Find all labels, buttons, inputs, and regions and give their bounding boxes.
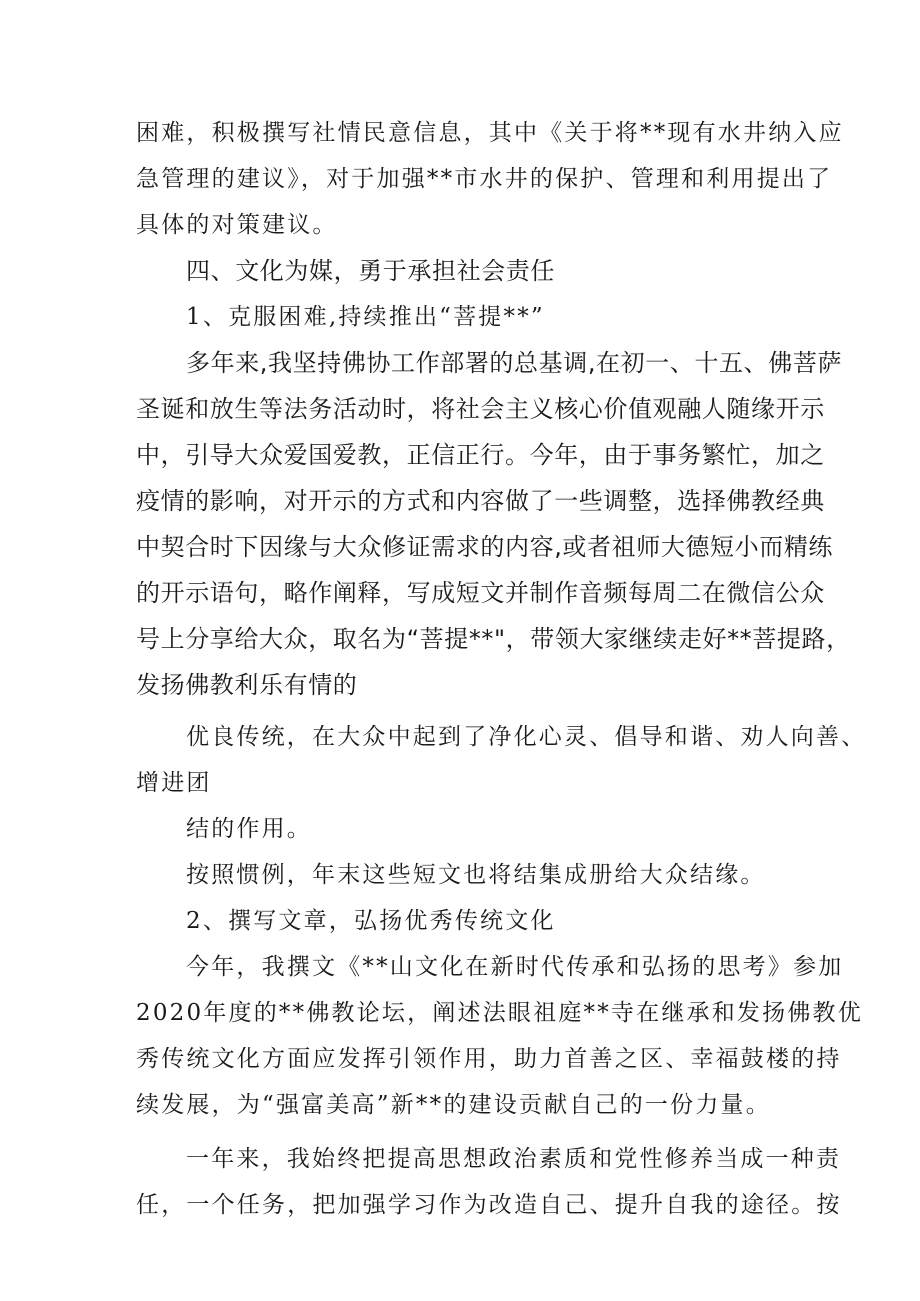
text-line: 任，一个任务，把加强学习作为改造自己、提升自我的途径。按 <box>136 1192 842 1218</box>
text-line: 秀传统文化方面应发挥引领作用，助力首善之区、幸福鼓楼的持 <box>136 1046 842 1072</box>
text-line: 今年，我撰文《**山文化在新时代传承和弘扬的思考》参加 <box>186 954 844 980</box>
text-line: 增进团 <box>136 770 212 796</box>
text-line: 发扬佛教利乐有情的 <box>136 671 358 699</box>
text-line: 续发展，为“强富美高”新**的建设贡献自己的一份力量。 <box>136 1092 771 1118</box>
text-line: 急管理的建议》，对于加强**市水井的保护、管理和利用提出了 <box>136 166 833 192</box>
text-line: 圣诞和放生等法务活动时，将社会主义核心价值观融人随缘开示 <box>136 395 825 423</box>
text-line: 具体的对策建议。 <box>136 212 338 238</box>
text-line: 2020年度的**佛教论坛，阐述法眼祖庭**寺在继承和发扬佛教优 <box>136 1000 863 1026</box>
text-line: 优良传统，在大众中起到了净化心灵、倡导和谐、劝人向善、 <box>186 724 867 750</box>
text-line: 按照惯例，年末这些短文也将结集成册给大众结缘。 <box>186 862 766 888</box>
text-line: 一年来，我始终把提高思想政治素质和党性修养当成一种责 <box>186 1146 842 1172</box>
text-line: 困难，积极撰写社情民意信息，其中《关于将**现有水井纳入应 <box>136 120 844 146</box>
text-line: 中契合时下因缘与大众修证需求的内容,或者祖师大德短小而精练 <box>136 533 834 561</box>
text-line: 疫情的影响，对开示的方式和内容做了一些调整，选择佛教经典 <box>136 487 825 515</box>
text-line: 多年来,我坚持佛协工作部署的总基调,在初一、十五、佛菩萨 <box>186 349 843 377</box>
section-heading: 四、文化为媒，勇于承担社会责任 <box>186 257 555 285</box>
text-line: 的开示语句，略作阐释，写成短文并制作音频每周二在微信公众 <box>136 579 825 607</box>
text-line: 中，引导大众爱国爱教，正信正行。今年，由于事务繁忙，加之 <box>136 441 825 469</box>
subsection-heading: 1、克服困难,持续推出“菩提**” <box>186 304 545 330</box>
text-line: 号上分享给大众，取名为“菩提**"，带领大家继续走好**菩提路， <box>136 625 851 653</box>
text-line: 结的作用。 <box>186 816 312 842</box>
subsection-heading: 2、撰写文章，弘扬优秀传统文化 <box>186 908 556 934</box>
